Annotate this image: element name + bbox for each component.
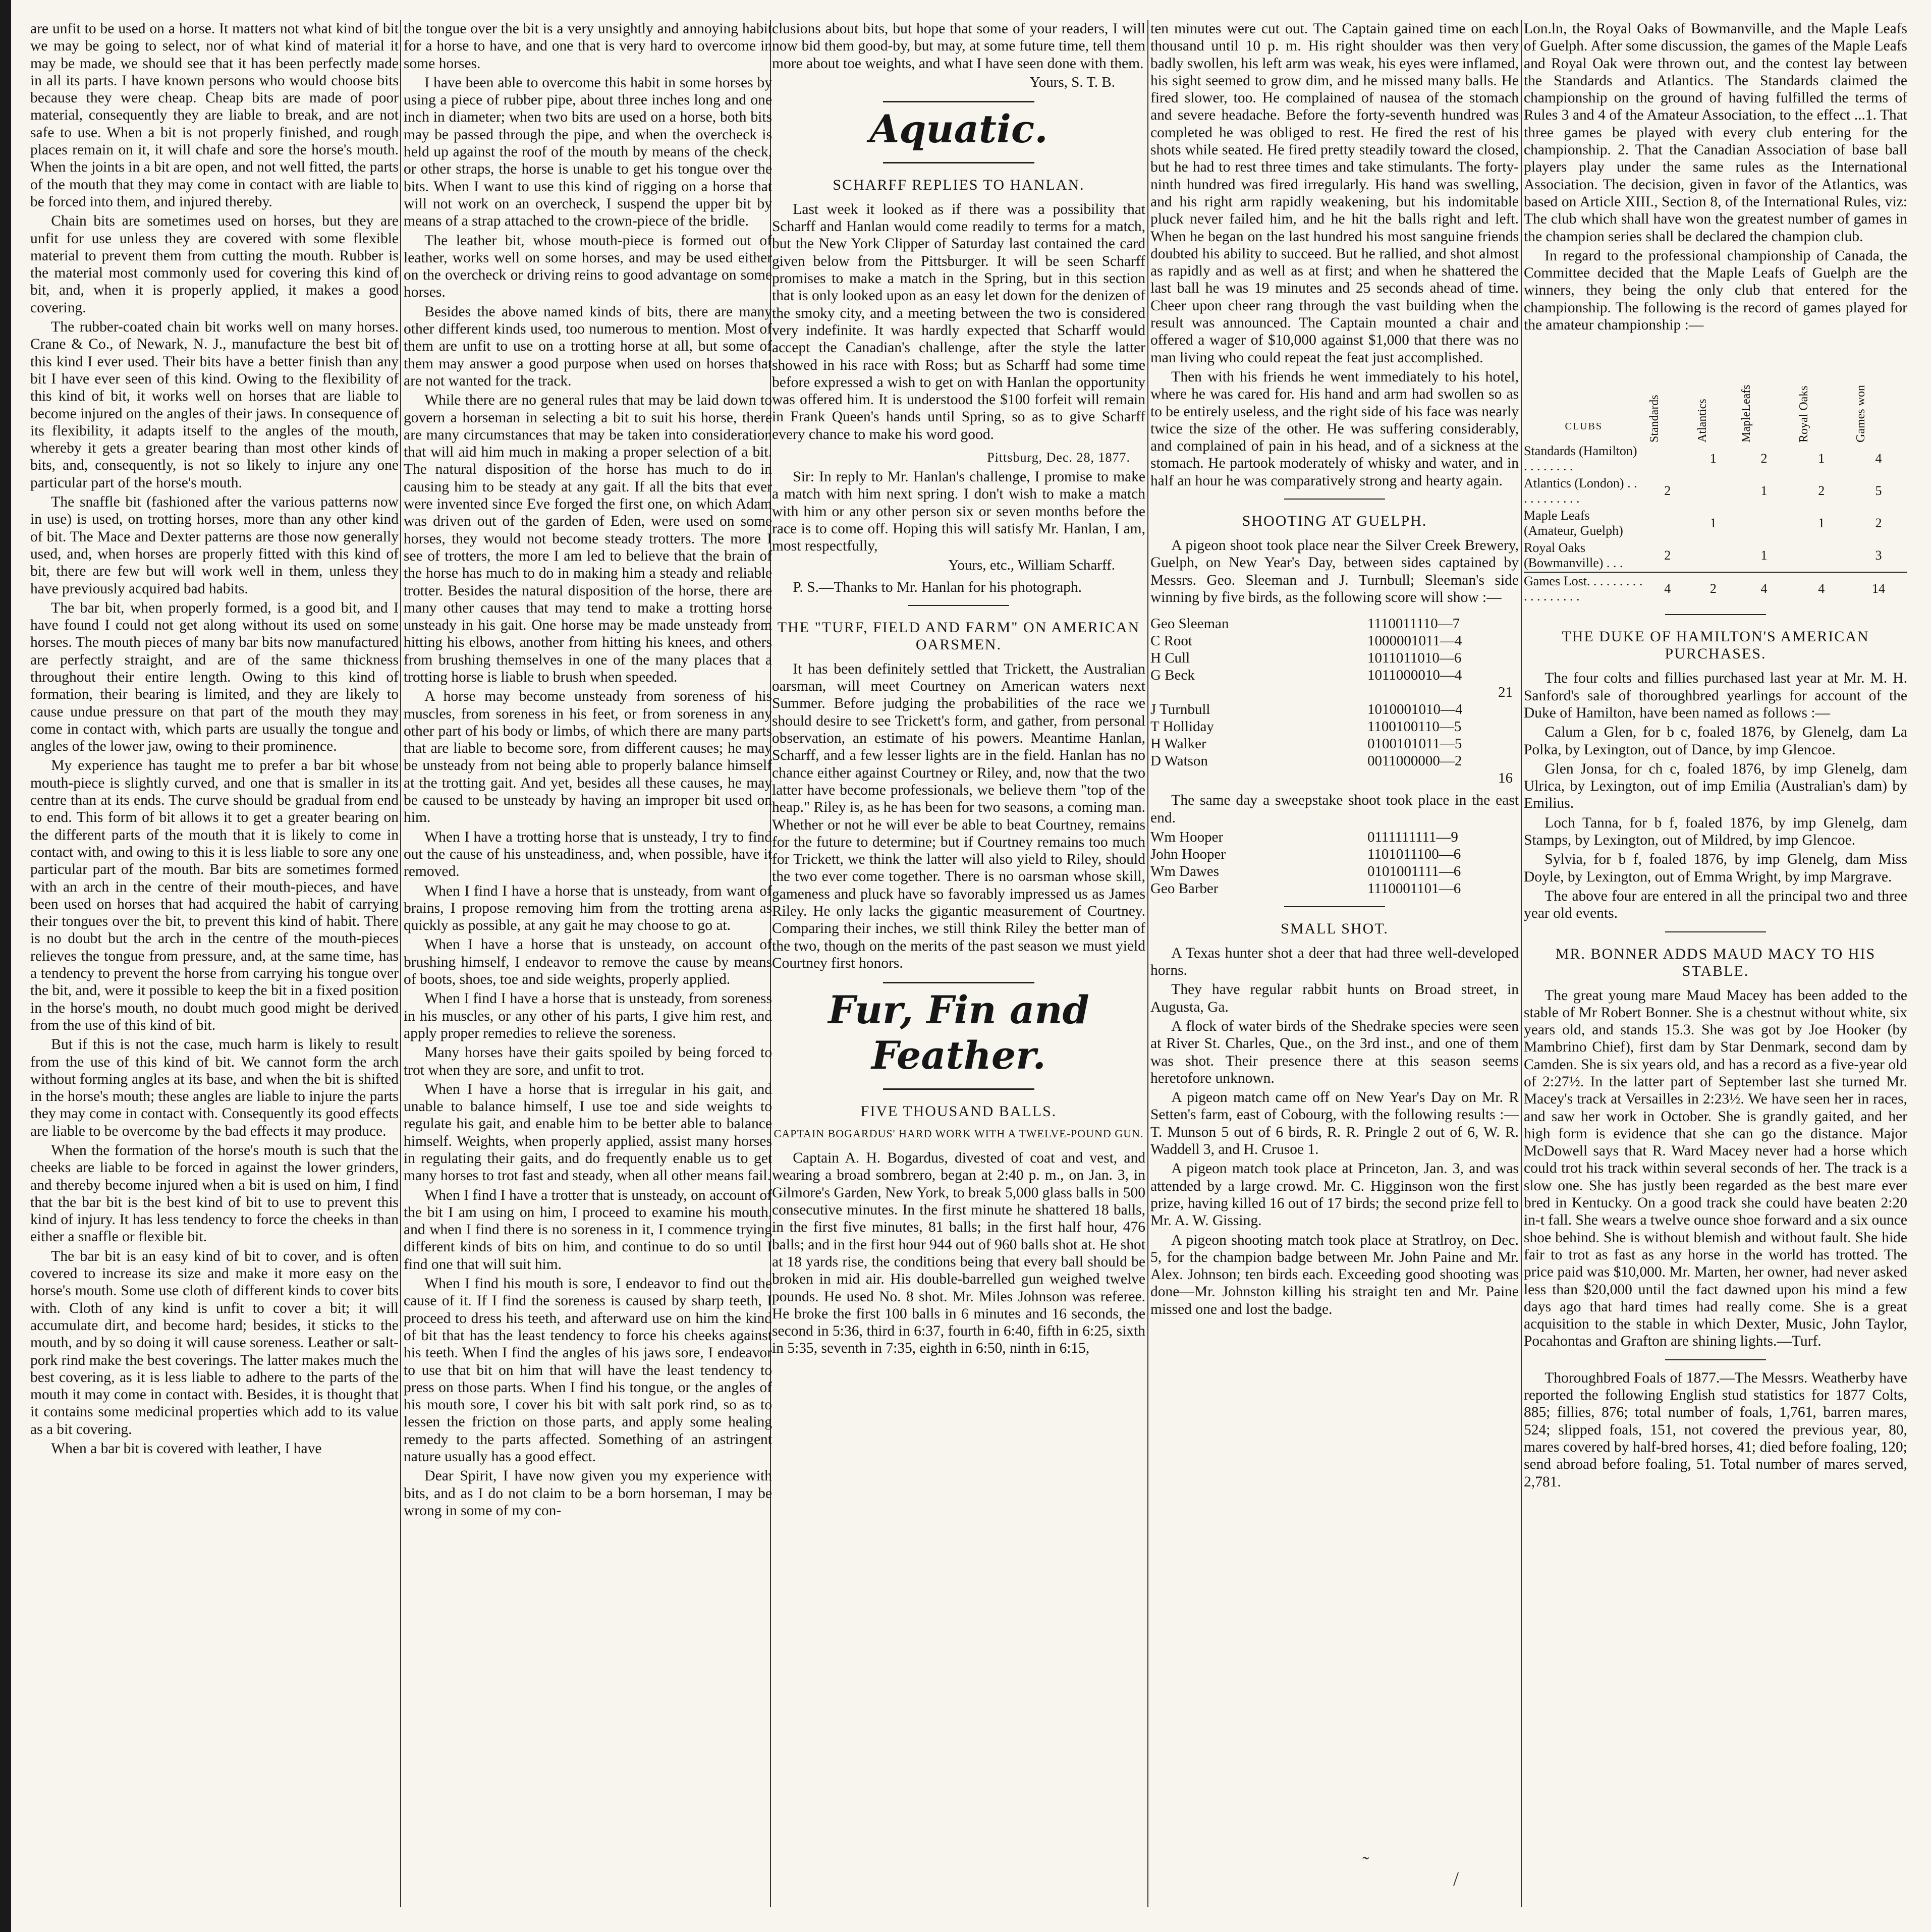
dateline: Pittsburg, Dec. 28, 1877.: [987, 450, 1130, 465]
paragraph: Thoroughbred Foals of 1877.—The Messrs. Weatherby have reported the following English stud statistics for 1877 Colts, 885; fillies, 876; total number of foals, 1,761, barren mares, 524; slipped foals, 151, not covered the previous year, 80, mares covered by half-bred horses, 41; died before foaling, 120; send abroad before foaling, 51. Total number of mares served, 2,781.: [1524, 1369, 1907, 1490]
paragraph: While there are no general rules that may be laid down to govern a horseman in selecting a bit to suit his horse, there are many circumstances that may be taken into consideration that will aid him much in making a proper selection of a bit. The natural disposition of the horse has much to do in causing him to be steady at any gait. If all the bits that ever were invented since Eve forged the first one, on which Adam was driven out of the garden of Eden, were used on some horses, they would not become steady trotters. The more I see of trotters, the more I am led to believe that the brain of the horse has much to do in making him a steady and reliable trotter. Besides the natural disposition of the horse, there are many other causes that may tend to make a trotting horse unsteady in his gait. One horse may be made unsteady from hitting his elbows, another from hitting his knees, and others from brushing themselves in one of the many places that a trotting horse is liable to brush when speeded.: [404, 392, 772, 685]
paragraph: When the formation of the horse's mouth is such that the cheeks are liable to be forced in against the lower grinders, and thereby become injured when a bit is used on him, I find that the bar bit is the best kind of bit to use to prevent this kind of injury. It has less tendency to force the cheeks in than either a snaffle or flexible bit.: [30, 1142, 399, 1245]
section-divider: [883, 101, 1034, 102]
paragraph: When I find I have a horse that is unsteady, from soreness in his muscles, or any other of his parts, I give him rest, and apply proper remedies to relieve the soreness.: [404, 990, 772, 1041]
table-cell: [1735, 507, 1793, 539]
championship-record-table: [1524, 337, 1907, 605]
paragraph: Lon.ln, the Royal Oaks of Bowmanville, and the Maple Leafs of Guelph. After some discussion, the games of the Maple Leafs and Royal Oak were thrown out, and the contest lay between the Standards and Atlantics. The Standards claimed the championship on the ground of having fulfilled the terms of Rules 3 and 4 of the Amateur Association, to the effect ...1. That three games be played with every club entering for the championship. 2. That the Canadian Association of base ball players play under the same rules as the International Association. The decision, given in favor of the Atlantics, was based on Article XIII., Section 8, of the International Rules, viz: The club which shall have won the greatest number of games in the champion series shall be declared the champion club.: [1524, 21, 1907, 245]
table-cell: 2: [1818, 483, 1825, 499]
shooter-score: 1000001011—4: [1367, 633, 1462, 649]
paragraph: In regard to the professional championship of Canada, the Committee decided that the Maple Leafs of Guelph are the winners, they being the only club that entered for the championship. The following is the record of games played for the amateur championship :—: [1524, 247, 1907, 334]
score-line: [1150, 735, 1519, 752]
shooter-score: 0011000000—2: [1367, 753, 1462, 769]
score-line: [1150, 615, 1519, 632]
shooter-score: 0111111111—9: [1367, 829, 1458, 845]
table-header-row: [1524, 337, 1907, 443]
paragraph: But if this is not the case, much harm is likely to result from the use of this kind of bit. We cannot form the arch without forming angles at its base, and when the bit is shifted in the horse's mouth; these angles are liable to injure the parts they may come in contact with. Consequently its good effects are liable to be overcome by the bad effects it may produce.: [30, 1036, 399, 1139]
table-cell: [1691, 539, 1735, 572]
paragraph: The same day a sweepstake shoot took place in the east end.: [1150, 792, 1519, 826]
paragraph: are unfit to be used on a horse. It matters not what kind of bit we may be going to select, nor of what kind of material it may be made, we should see that it has been perfectly made in all its parts. I have known persons who would choose bits because they were cheap. Cheap bits are made of poor material, consequently they are liable to break, and are not safe to use. When a bit is not properly finished, and rough places remain on it, it will chafe and sore the horse's mouth. When the joints in a bit are open, and not well fitted, the parts of the mouth that they may come in contact with are liable to be forced into them, and injured thereby.: [30, 21, 399, 210]
table-row: [1524, 475, 1907, 507]
club-name: Games Lost. . . . . . . . . . . . . . . . . .: [1524, 572, 1643, 605]
paragraph: Last week it looked as if there was a possibility that Scharff and Hanlan would come readily to terms for a match, but the New York Clipper of Saturday last contained the card given below from the Pittsburger. It will be seen Scharff promises to make a match in the Spring, but in this section that is only looked upon as an easy let down for the denizen of the smoky city, and a meeting between the two is considered very indefinite. It was hardly expected that Scharff would accept the Canadian's challenge, after the style the latter showed in his race with Ross; but as Scharff had some time before expressed a wish to get on with Hanlan the opportunity was offered him. It is understood the $100 forfeit will remain in Frank Queen's hands until Spring, so as to give Scharff every chance to make his word good.: [772, 201, 1145, 443]
side-total: 16: [1498, 770, 1513, 787]
column-5-base-ball-turf: [1524, 20, 1907, 1907]
table-cell: 14: [1850, 572, 1907, 605]
table-cell: 3: [1875, 548, 1882, 563]
column-4-shooting: [1150, 20, 1519, 1907]
shooter-score: 0101001111—6: [1367, 863, 1461, 879]
article-divider: [1284, 499, 1385, 500]
paragraph: It has been definitely settled that Trickett, the Australian oarsman, will meet Courtney on American waters next Summer. Before judging the probabilities of the race we should desire to see Trickett's form, and gather, from personal observation, an estimate of his powers. Meantime Hanlan, Scharff, and a few lesser lights are in the field. Hanlan has no chance either against Courtney or Riley, and, now that the two latter have become professionals, we believe them "top of the heap." Riley is, as he has been for two seasons, a coming man. Whether or not he will ever be able to beat Courtney, remains for the future to determine; but if Courtney remains too much for Trickett, we think the latter will also yield to Riley, should the two ever come together. There is no oarsman whose skill, gameness and pluck have so favorably impressed us as James Riley. He only lacks the gigantic measurement of Courtney. Comparing their inches, we still think Riley the better man of the two, though on the merits of the past season we must yield Courtney first honors.: [772, 660, 1145, 971]
shooter-score: 1110001101—6: [1367, 880, 1461, 897]
headline-mr-bonner: MR. BONNER ADDS MAUD MACY TO HIS STABLE.: [1555, 945, 1876, 979]
table-cell: [1793, 539, 1850, 572]
table-cell: 2: [1760, 451, 1768, 466]
paragraph: P. S.—Thanks to Mr. Hanlan for his photograph.: [793, 579, 1082, 595]
paragraph: Besides the above named kinds of bits, there are many other different kinds used, too numerous to mention. Most of them are unfit to use on a trotting horse at all, but some of them may answer a good purpose when used on horses that are not wanted for the track.: [404, 303, 772, 389]
paragraph: The above four are entered in all the principal two and three year old events.: [1524, 888, 1907, 922]
club-name: Atlantics (London) . . . . . . . . . . .: [1524, 476, 1637, 506]
letter-signature: Yours, etc., William Scharff.: [948, 557, 1115, 573]
column-rule: [400, 20, 401, 1907]
column-2-bits-article: [404, 20, 772, 1907]
table-cell: 2: [1664, 483, 1671, 499]
shooter-name: T Holliday: [1150, 719, 1214, 735]
paragraph: Dear Spirit, I have now given you my experience with bits, and as I do not claim to be a born horseman, I may be wrong in some of my con-: [404, 1468, 772, 1519]
score-line: [1150, 829, 1519, 846]
table-cell: 1: [1818, 516, 1825, 531]
article-divider: [1665, 614, 1766, 615]
paragraph: A horse may become unsteady from soreness of his muscles, from soreness in his feet, or from soreness in any other part of his body or limbs, of which there are many parts that are liable to become sore, from different causes; he may be unsteady from not being able to properly balance himself at the trotting gait. And yet, besides all these causes, he may be caused to be unsteady by having an improper bit used on him.: [404, 688, 772, 826]
table-cell: 4: [1793, 572, 1850, 605]
table-row: [1524, 539, 1907, 572]
score-line: [1150, 846, 1519, 863]
paragraph: A flock of water birds of the Shedrake species were seen at River St. Charles, Que., on the 3rd inst., and one of them was shot. Their presence there at this season seems heretofore unknown.: [1150, 1018, 1519, 1086]
paragraph: When I find his mouth is sore, I endeavor to find out the cause of it. If I find the soreness is caused by sharp teeth, I proceed to dress his teeth, and afterward use on him the kind of bit that has the least tendency to force his cheeks against his teeth. When I find the angles of his jaws sore, I endeavor to use that bit on him that will have the least tendency to press on those parts. When I find his tongue, or the angles of his mouth sore, I cover his bit with salt pork rind, so as to lessen the friction on those parts, and apply some healing remedy to the parts affected. Something of an astringent nature usually has a good effect.: [404, 1276, 772, 1465]
column-header: Games won: [1854, 385, 1868, 443]
article-divider: [1284, 906, 1385, 907]
table-cell: 4: [1735, 572, 1793, 605]
paragraph: When a bar bit is covered with leather, I have: [51, 1441, 322, 1457]
paragraph: Calum a Glen, for b c, foaled 1876, by Glenelg, dam La Polka, by Lexington, out of Dance, by imp Glencoe.: [1524, 724, 1907, 758]
score-line: [1150, 667, 1519, 684]
shooter-score: 1011011010—6: [1367, 650, 1462, 667]
paragraph: The leather bit, whose mouth-piece is formed out of leather, works well on some horses, and may be used either on the overcheck or driving reins to good advantage on some horses.: [404, 232, 772, 301]
table-cell: 4: [1643, 572, 1691, 605]
shooter-name: Geo Sleeman: [1150, 616, 1229, 632]
paragraph: ten minutes were cut out. The Captain gained time on each thousand until 10 p. m. His right shoulder was then very badly swollen, his left arm was weak, his eyes were inflamed, his sight seemed to grow dim, and he missed many balls. He fired slower, too. He complained of nausea of the stomach and severe headache. Before the forty-seventh hundred was completed he was obliged to rest. He fired the rest of his shots while seated. He fired pretty steadily toward the closed, but he had to rest three times and take stimulants. The forty-ninth hundred was fired irregularly. His hand was swelling, and his right arm rapidly weakening, but his indomitable pluck never failed him, and he hit the balls right and left. When he began on the last hundred his most sanguine friends doubted his ability to succeed. But he rallied, and shot almost as rapidly and as well as at first; and when he shattered the last ball he was 19 minutes and 25 seconds ahead of time. Cheer upon cheer rang through the vast building when the result was announced. The Captain mounted a chair and offered a wager of $10,000 against $1,000 that there was no man living who could repeat the feat just accomplished.: [1150, 21, 1519, 366]
paragraph: The great young mare Maud Macey has been added to the stable of Mr Robert Bonner. She is a chestnut without white, six years old, and stands 15.3. She was got by Joe Hooker (by Mambrino Chief), first dam by Star Denmark, second dam by Camden. She is six years old, and has a record as a five-year old of 2:27½. In the latter part of September last she turned Mr. Macey's track at Versailles in 2:23½. We have seen her in races, and saw her work in October. She is grandly gaited, and her high form is evidence that she can go the distance. Major McDowell says that R. Ward Macey never had a horse which could trot his track within several seconds of her. The track is a slow one. She has justly been regarded as the best mare ever bred in Kentucky. On a good track she could have beaten 2:20 in-t fall. She wears a twelve ounce shoe forward and a six ounce shoe behind. She is without blemish and without fault. She hide fair to trot as fast as any horse in the world has trotted. The price paid was $10,000. Mr. Marten, her owner, had never asked less than $20,000 until the fact dawned upon his mind a few days ago that hard times had really come. She is a great acquisition to the stable in which Dexter, Music, John Taylor, Pocahontas and Grafton are shining lights.—Turf.: [1524, 987, 1907, 1350]
headline-duke-of-hamilton: THE DUKE OF HAMILTON'S AMERICAN PURCHASES.: [1562, 628, 1869, 663]
paragraph: Sir: In reply to Mr. Hanlan's challenge, I promise to make a match with him next spring. I don't wish to make a match with him or any other person six or seven months before the race is to come off. Hoping this will satisfy Mr. Hanlan, I am, most respectfully,: [772, 469, 1145, 555]
table-cell: [1643, 443, 1691, 475]
paragraph: Glen Jonsa, for ch c, foaled 1876, by imp Glenelg, dam Ulrica, by Lexington, out of imp Emilia (Australian's dam) by Emilius.: [1524, 760, 1907, 812]
table-cell: 1: [1818, 451, 1825, 466]
paragraph: Chain bits are sometimes used on horses, but they are unfit for use unless they are covered with some flexible material to prevent them from cutting the mouth. Rubber is the material most commonly used for covering this kind of bit, and, when it is properly applied, it makes a good covering.: [30, 213, 399, 316]
paragraph: Captain A. H. Bogardus, divested of coat and vest, and wearing a broad sombrero, began at 2:40 p. m., on Jan. 3, in Gilmore's Garden, New York, to break 5,000 glass balls in 500 consecutive minutes. In the first minute he shattered 18 balls, in the first five minutes, 81 balls; in the first half hour, 476 balls; and in the first hour 944 out of 960 balls shot at. He shot at 18 yards rise, the conditions being that every ball should be broken in mid air. His double-barrelled gun weighed twelve pounds. He used No. 8 shot. Mr. Miles Johnson was referee. He broke the first 100 balls in 6 minutes and 16 seconds, the second in 5:36, third in 6:37, fourth in 6:40, fifth in 6:25, sixth in 5:35, seventh in 7:35, eighth in 6:50, ninth in 6:15,: [772, 1150, 1145, 1357]
headline-shooting-at-guelph: SHOOTING AT GUELPH.: [1242, 513, 1427, 530]
club-name: Maple Leafs (Amateur, Guelph): [1524, 508, 1623, 538]
paragraph: I have been able to overcome this habit in some horses by using a piece of rubber pipe, about three inches long and one inch in diameter; when two bits are used on a horse, both bits may be passed through the pipe, and when the overcheck is held up against the roof of the mouth by means of the check, or other straps, the horse is unable to get his tongue over the bits. When I want to use this kind of rigging on a horse that will not work on an overcheck, I suspend the upper bit by means of a strap attached to the crown-piece of the bridle.: [404, 74, 772, 230]
shooter-name: C Root: [1150, 633, 1192, 649]
paragraph: the tongue over the bit is a very unsightly and annoying habit for a horse to have, and one that is very hard to overcome in some horses.: [404, 21, 772, 72]
table-row: [1524, 507, 1907, 539]
table-cell: 2: [1691, 572, 1735, 605]
score-line: [1150, 880, 1519, 897]
ink-smudge-icon: /: [1453, 1867, 1459, 1890]
column-header: MapleLeafs: [1739, 384, 1753, 443]
subheadline: CAPTAIN BOGARDUS' HARD WORK WITH A TWELVE-POUND GUN.: [774, 1127, 1144, 1140]
section-divider: [883, 982, 1034, 983]
shooter-name: John Hooper: [1150, 846, 1226, 862]
shooter-score: 1011000010—4: [1367, 667, 1462, 684]
section-divider: [883, 1088, 1034, 1090]
paragraph: They have regular rabbit hunts on Broad street, in Augusta, Ga.: [1150, 981, 1519, 1015]
table-cell: 1: [1709, 451, 1717, 466]
article-divider: [1665, 1359, 1766, 1360]
score-line: [1150, 718, 1519, 735]
paragraph: When I find I have a trotter that is unsteady, on account of the bit I am using on him, I proceed to examine his mouth, and when I find there is no soreness in it, I commence trying different kinds of bits on him, and continue to do so until I find one that will suit him.: [404, 1187, 772, 1273]
table-cell: 1: [1709, 516, 1717, 531]
column-rule: [1521, 20, 1522, 1907]
paragraph: Then with his friends he went immediately to his hotel, where he was cared for. His hand and arm had swollen so as to be entirely useless, and the right side of his face was nearly twice the size of the other. He was suffering considerably, and complained of pain in his head, and of a sickness at the stomach. He partook moderately of whisky and water, and in half an hour he was comparatively strong and hearty again.: [1150, 368, 1519, 489]
shooter-score: 0100101011—5: [1367, 736, 1462, 752]
table-cell: 1: [1760, 483, 1768, 499]
shooter-name: Wm Hooper: [1150, 829, 1224, 845]
club-name: Standards (Hamilton) . . . . . . . .: [1524, 444, 1637, 474]
score-line: [1150, 649, 1519, 667]
table-row-games-lost: [1524, 572, 1907, 605]
column-rule: [1147, 20, 1148, 1907]
column-header: Standards: [1648, 395, 1662, 443]
table-cell: 2: [1664, 548, 1671, 563]
paragraph: The four colts and fillies purchased last year at Mr. M. H. Sanford's sale of thoroughbred yearlings for account of the Duke of Hamilton, have been named as follows :—: [1524, 670, 1907, 721]
shooter-score: 1110011110—7: [1367, 616, 1460, 632]
shooter-name: Wm Dawes: [1150, 863, 1220, 879]
score-line: [1150, 752, 1519, 769]
table-row: [1524, 443, 1907, 475]
column-header: Royal Oaks: [1797, 385, 1811, 443]
table-cell: 1: [1760, 548, 1768, 563]
table-cell: [1643, 507, 1691, 539]
club-name: Royal Oaks (Bowmanville) . . .: [1524, 540, 1623, 571]
shooter-name: H Cull: [1150, 650, 1190, 667]
headline-small-shot: SMALL SHOT.: [1281, 920, 1389, 937]
shooter-score: 1100100110—5: [1367, 719, 1462, 735]
headline-scharff: SCHARFF REPLIES TO HANLAN.: [833, 176, 1085, 193]
paragraph: My experience has taught me to prefer a bar bit whose mouth-piece is slightly curved, and one that is smaller in its centre than at its ends. The curve should be gradual from end to end. This form of bit allows it to get a greater bearing on the different parts of the mouth that it is likely to come in contact with, and owing to this it is less liable to sore any one particular part of the mouth. Bar bits are sometimes formed with an arch in the centre of their mouth-pieces, and have been used on horses that had acquired the habit of carrying their tongues over the bit, to prevent this kind of habit. There is no doubt but the arch in the centre of the mouth-pieces relieves the tongue from pressure, and, at the same time, has a tendency to prevent the horse from carrying his tongue over the bit, and, were it possible to keep the bit in a fixed position in the horse's mouth, no doubt much good might be derived from the use of this kind of bit.: [30, 757, 399, 1033]
table-cell: [1691, 475, 1735, 507]
article-divider: [908, 605, 1009, 606]
headline-five-thousand-balls: FIVE THOUSAND BALLS.: [860, 1103, 1057, 1120]
department-heading-aquatic: Aquatic.: [869, 106, 1048, 151]
paragraph: The snaffle bit (fashioned after the various patterns now in use) is used, on trotting horses, more than any other kind of bit. The Mace and Dexter patterns are those now generally used, and, when horses are properly fitted with this kind of bit, there are few but will work well in them, unless they have previously acquired bad habits.: [30, 494, 399, 597]
table-cell: 4: [1875, 451, 1882, 466]
department-heading-fur-fin-feather: Fur, Fin and Feather.: [828, 987, 1089, 1078]
shooter-name: G Beck: [1150, 667, 1195, 684]
score-line: [1150, 701, 1519, 718]
article-divider: [1665, 931, 1766, 932]
paragraph: A pigeon shoot took place near the Silver Creek Brewery, Guelph, on New Year's Day, between sides captained by Messrs. Geo. Sleeman and J. Turnbull; Sleeman's side winning by five birds, as the following score will show :—: [1150, 537, 1519, 605]
paragraph: When I have a horse that is irregular in his gait, and unable to balance himself, I use toe and side weights to regulate his gait, and enable him to be better able to balance himself. Weights, when properly applied, assist many horses in regulating their gaits, and do frequently enable us to get many horses to trot fast and steady, when all other means fail.: [404, 1081, 772, 1184]
paragraph: When I have a trotting horse that is unsteady, I try to find out the cause of his unsteadiness, and, when possible, have it removed.: [404, 829, 772, 880]
shooter-name: H Walker: [1150, 736, 1206, 752]
table-cell: 5: [1875, 483, 1882, 499]
column-header: Atlantics: [1696, 399, 1709, 443]
paragraph: Sylvia, for b f, foaled 1876, by imp Glenelg, dam Miss Doyle, by Lexington, out of Emma Wright, by imp Margrave.: [1524, 851, 1907, 885]
paragraph: Many horses have their gaits spoiled by being forced to trot when they are sore, and unfit to trot.: [404, 1044, 772, 1078]
paragraph: A pigeon match took place at Princeton, Jan. 3, and was attended by a large crowd. Mr. C. Higginson won the first prize, having killed 16 out of 17 birds; the second prize fell to Mr. A. W. Gissing.: [1150, 1161, 1519, 1229]
paragraph: The bar bit, when properly formed, is a good bit, and I have found I could not get along without its used on some horses. The mouth pieces of many bar bits now manufactured are perfectly straight, and are of the same thickness throughout their entire length. Owing to this kind of formation, their bearing is limited, and they are likely to cause undue pressure on that part of the mouth they may come in contact with, which parts are usually the tongue and angles of the lower jaw, owing to their prominence.: [30, 599, 399, 755]
binding-edge: [0, 0, 11, 1932]
headline-turf-field-farm: THE "TURF, FIELD AND FARM" ON AMERICAN OARSMEN.: [777, 619, 1140, 653]
section-divider: [883, 162, 1034, 163]
paragraph: When I have a horse that is unsteady, on account of brushing himself, I endeavor to remove the cause by means of boots, shoes, toe and side weights, properly applied.: [404, 936, 772, 988]
column-header: CLUBS: [1565, 421, 1603, 432]
paragraph: The rubber-coated chain bit works well on many horses. Crane & Co., of Newark, N. J., manufacture the best bit of this kind I ever used. Their bits have a better finish than any bit I have ever seen of this kind. Owing to the flexibility of this kind of bit, it works well on horses that are liable to become injured on the angles of their jaws. In consequence of its flexibility, it adapts itself to the angles of the mouth, whereby it gets a greater bearing than most other kinds of bits, and, consequently, is not so likely to injure any one particular part of the horse's mouth.: [30, 319, 399, 491]
score-line: [1150, 863, 1519, 880]
shooter-score: 1010001010—4: [1367, 701, 1463, 718]
shooter-name: Geo Barber: [1150, 880, 1219, 897]
paragraph: A pigeon match came off on New Year's Day on Mr. R Setten's farm, east of Cobourg, with the following results :—T. Munson 5 out of 6 birds, R. R. Pringle 2 out of 6, W. R. Waddell 3, and H. Crusoe 1.: [1150, 1089, 1519, 1158]
shooter-score: 1101011100—6: [1367, 846, 1461, 862]
paragraph: A pigeon shooting match took place at Stratlroy, on Dec. 5, for the champion badge between Mr. John Paine and Mr. Alex. Johnson; ten birds each. Exceeding good shooting was done—Mr. Johnston killing his straight ten and Mr. Paine missed one and lost the badge.: [1150, 1232, 1519, 1317]
side-total: 21: [1498, 684, 1513, 701]
ink-smudge-icon: ˜: [1362, 1852, 1369, 1875]
column-3-aquatic: [772, 20, 1145, 1907]
paragraph: Loch Tanna, for b f, foaled 1876, by imp Glenelg, dam Stamps, by Lexington, out of Mildred, by imp Glencoe.: [1524, 814, 1907, 849]
letter-conclusion: clusions about bits, but hope that some of your readers, I will now bid them good-by, but may, at some future time, tell them more about toe weights, and what I have seen done with them.: [772, 21, 1145, 72]
score-line: [1150, 632, 1519, 649]
paragraph: When I find I have a horse that is unsteady, from want of brains, I propose removing him from the trotting arena as quickly as possible, at any gait he may choose to go at.: [404, 882, 772, 934]
letter-signature: Yours, S. T. B.: [1029, 74, 1115, 90]
paragraph: A Texas hunter shot a deer that had three well-developed horns.: [1150, 945, 1519, 979]
paragraph: The bar bit is an easy kind of bit to cover, and is often covered to increase its size and make it more easy on the horse's mouth. Some use cloth of different kinds to cover bits with. Cloth of any kind is unfit to cover a bit; it will accumulate dirt, and become hard; besides, it sticks to the mouth, and by so doing it will cause soreness. Leather or salt-pork rind make the best coverings. The latter makes much the best covering, as it is less liable to adhere to the parts of the mouth it may come in contact with. Besides, it is thought that it contains some medicinal properties which add to its value as a bit covering.: [30, 1248, 399, 1438]
table-cell: 2: [1875, 516, 1882, 531]
shooter-name: J Turnbull: [1150, 701, 1210, 718]
shooter-name: D Watson: [1150, 753, 1208, 769]
column-1-bits-article: [30, 20, 399, 1907]
